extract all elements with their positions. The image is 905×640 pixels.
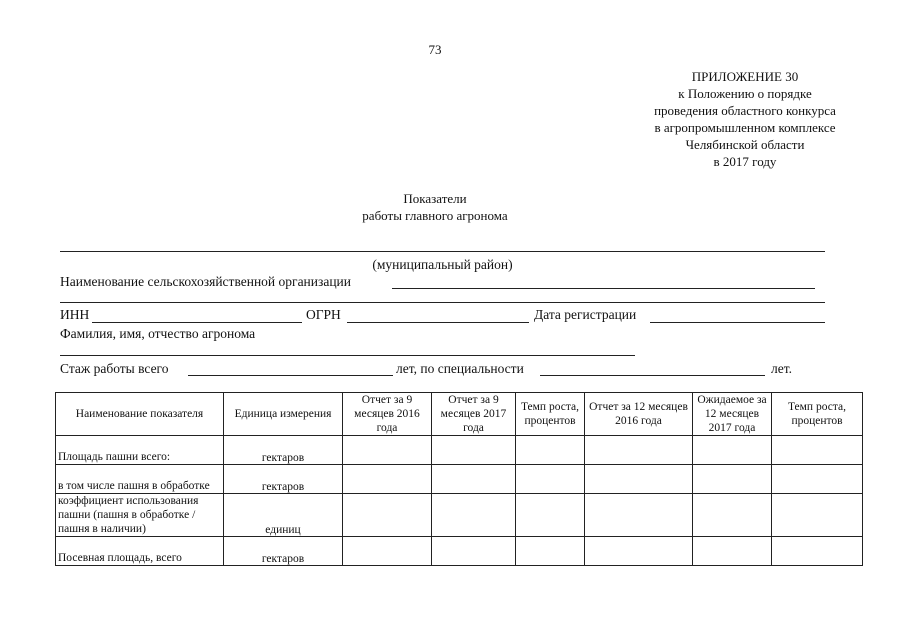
cell-input[interactable] [693, 465, 772, 494]
header-growth-rate-12m: Темп роста, процентов [772, 393, 863, 436]
ogrn-field-line[interactable] [347, 322, 529, 323]
cell-input[interactable] [693, 436, 772, 465]
cell-input[interactable] [432, 494, 516, 537]
org-field-line-2[interactable] [60, 302, 825, 303]
header-expected-12m-2017: Ожидаемое за 12 месяцев 2017 года [693, 393, 772, 436]
cell-input[interactable] [693, 494, 772, 537]
row-indicator-name: коэффициент использования пашни (пашня в обработке / пашня в наличии) [56, 494, 224, 537]
cell-input[interactable] [772, 494, 863, 537]
header-report-9m-2016: Отчет за 9 месяцев 2016 года [343, 393, 432, 436]
years-label: лет. [771, 361, 792, 376]
cell-input[interactable] [516, 494, 585, 537]
experience-total-field-line[interactable] [188, 375, 393, 376]
indicators-table [55, 392, 863, 566]
appendix-line: ПРИЛОЖЕНИЕ 30 [691, 69, 799, 84]
cell-input[interactable] [772, 537, 863, 566]
org-label: Наименование сельскохозяйственной организации [60, 274, 352, 289]
cell-input[interactable] [343, 494, 432, 537]
header-growth-rate-9m: Темп роста, процентов [516, 393, 585, 436]
cell-input[interactable] [432, 465, 516, 494]
cell-input[interactable] [772, 465, 863, 494]
district-caption: (муниципальный район) [372, 257, 513, 272]
cell-input[interactable] [343, 436, 432, 465]
title-line-2: работы главного агронома [362, 208, 508, 223]
appendix-line: Челябинской области [685, 137, 805, 152]
appendix-line: в 2017 году [713, 154, 777, 169]
cell-input[interactable] [693, 537, 772, 566]
district-field-line[interactable] [60, 251, 825, 252]
agronomist-field-line[interactable] [60, 355, 635, 356]
ogrn-label: ОГРН [306, 307, 341, 322]
experience-specialty-field-line[interactable] [540, 375, 765, 376]
inn-label: ИНН [60, 307, 90, 322]
row-unit: гектаров [224, 436, 343, 465]
table-header-row [56, 393, 863, 436]
row-unit: единиц [224, 494, 343, 537]
cell-input[interactable] [772, 436, 863, 465]
row-indicator-name: Площадь пашни всего: [56, 436, 224, 465]
reg-date-label: Дата регистрации [534, 307, 637, 322]
table-row [56, 537, 863, 566]
inn-field-line[interactable] [92, 322, 302, 323]
appendix-header [600, 68, 890, 170]
table-row [56, 465, 863, 494]
header-report-9m-2017: Отчет за 9 месяцев 2017 года [432, 393, 516, 436]
row-unit: гектаров [224, 465, 343, 494]
table-row [56, 436, 863, 465]
cell-input[interactable] [343, 465, 432, 494]
row-indicator-name: в том числе пашня в обработке [56, 465, 224, 494]
cell-input[interactable] [432, 537, 516, 566]
org-field-line[interactable] [392, 288, 815, 289]
header-report-12m-2016: Отчет за 12 месяцев 2016 года [585, 393, 693, 436]
cell-input[interactable] [343, 537, 432, 566]
years-specialty-label: лет, по специальности [396, 361, 524, 376]
agronomist-label: Фамилия, имя, отчество агронома [60, 326, 256, 341]
header-unit: Единица измерения [224, 393, 343, 436]
appendix-line: в агропромышленном комплексе [654, 120, 836, 135]
cell-input[interactable] [585, 494, 693, 537]
appendix-line: проведения областного конкурса [654, 103, 836, 118]
cell-input[interactable] [516, 537, 585, 566]
cell-input[interactable] [585, 465, 693, 494]
table-row [56, 494, 863, 537]
row-indicator-name: Посевная площадь, всего [56, 537, 224, 566]
page-number: 73 [428, 42, 442, 57]
cell-input[interactable] [516, 465, 585, 494]
header-indicator-name: Наименование показателя [56, 393, 224, 436]
appendix-line: к Положению о порядке [678, 86, 812, 101]
document-title [200, 190, 670, 224]
cell-input[interactable] [585, 537, 693, 566]
row-unit: гектаров [224, 537, 343, 566]
experience-label: Стаж работы всего [60, 361, 169, 376]
title-line-1: Показатели [403, 191, 467, 206]
reg-date-field-line[interactable] [650, 322, 825, 323]
cell-input[interactable] [432, 436, 516, 465]
cell-input[interactable] [516, 436, 585, 465]
cell-input[interactable] [585, 436, 693, 465]
